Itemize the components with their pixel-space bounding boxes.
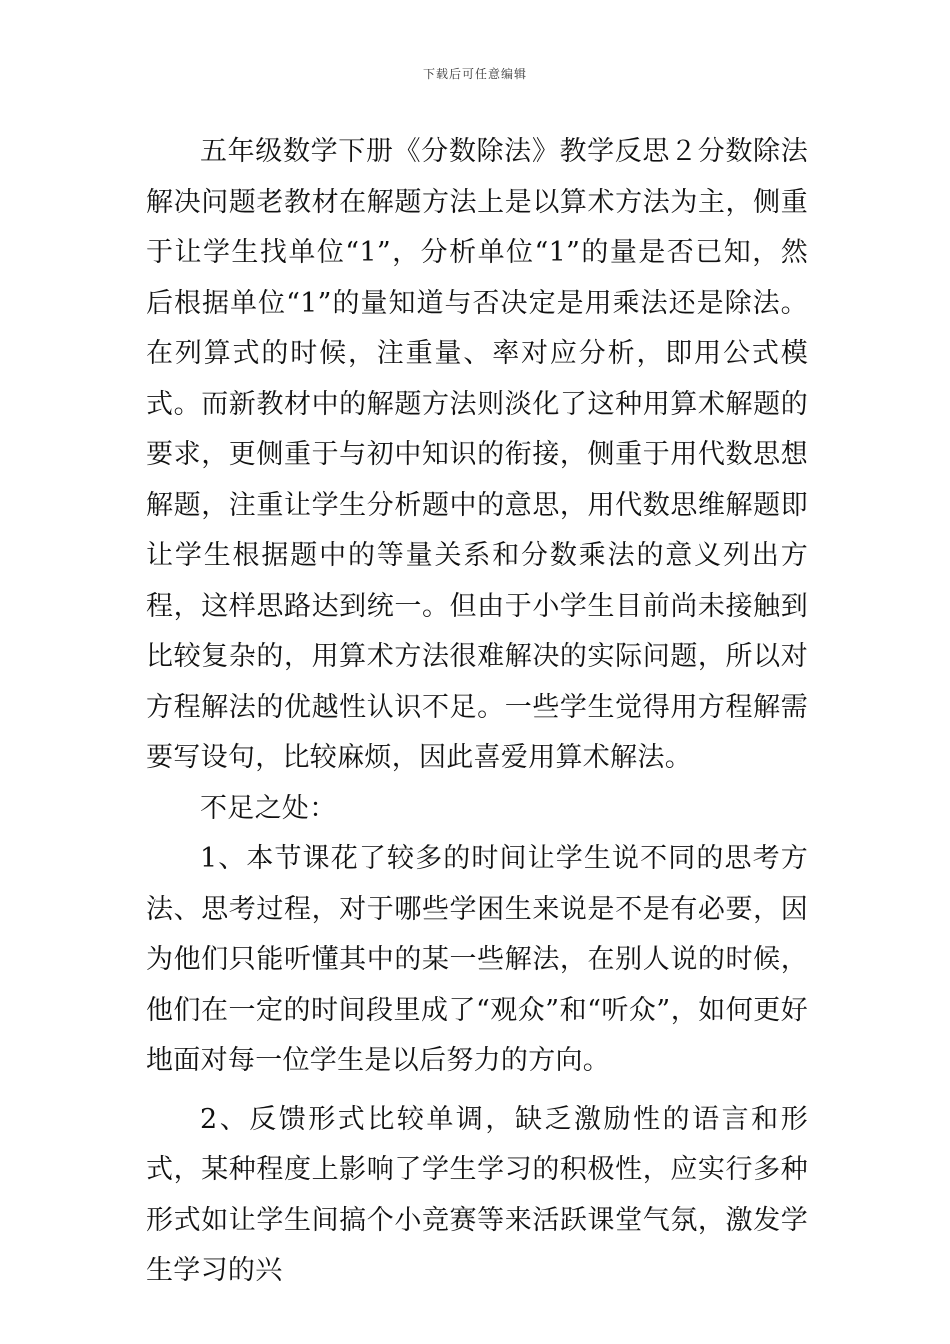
paragraph-point-1: 1、本节课花了较多的时间让学生说不同的思考方法、思考过程，对于哪些学困生来说是不是有必要，因为他们只能听懂其中的某一些解法，在别人说的时候，他们在一定的时间段里成了“观众”和“听众”，如何更好地面对每一位学生是以后努力的方向。 bbox=[146, 843, 808, 1076]
paragraph-intro: 五年级数学下册《分数除法》教学反思２分数除法解决问题老教材在解题方法上是以算术方法为主，侧重于让学生找单位“1”，分析单位“1”的量是否已知，然后根据单位“1”的量知道与否决定是用乘法还是除法。在列算式的时候，注重量、率对应分析，即用公式模式。而新教材中的解题方法则淡化了这种用算术解题的要求，更侧重于与初中知识的衔接，侧重于用代数思想解题，注重让学生分析题中的意思，用代数思维解题即让学生根据题中的等量关系和分数乘法的意义列出方程，这样思路达到统一。但由于小学生目前尚未接触到比较复杂的，用算术方法很难解决的实际问题，所以对方程解法的优越性认识不足。一些学生觉得用方程解需要写设句，比较麻烦，因此喜爱用算术解法。 bbox=[146, 136, 808, 773]
page-header: 下载后可任意编辑 bbox=[422, 67, 527, 81]
document-body bbox=[146, 127, 808, 1297]
paragraph-point-2: 2、反馈形式比较单调，缺乏激励性的语言和形式，某种程度上影响了学生学习的积极性，应实行多种形式如让学生间搞个小竞赛等来活跃课堂气氛，激发学生学习的兴 bbox=[146, 1103, 808, 1286]
paragraph-shortcomings-heading: 不足之处： bbox=[200, 792, 337, 824]
